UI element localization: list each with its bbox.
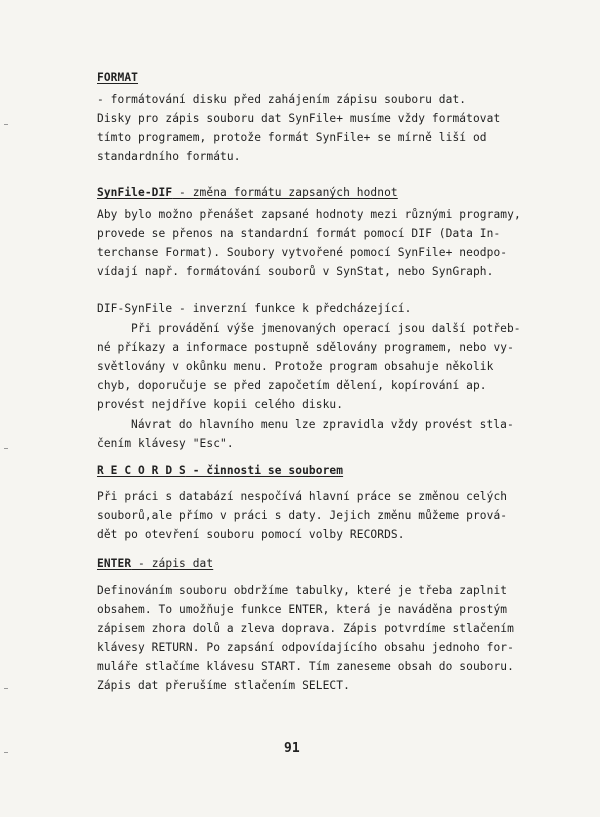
text-line: vídají např. formátování souborů v SynStat, nebo SynGraph. [97,265,494,278]
text-line: světlovány v okůnku menu. Protože program obsahuje několik [97,360,494,373]
text-line: provede se přenos na standardní formát pomocí DIF (Data In- [97,227,501,240]
heading-description: - změna formátu zapsaných hodnot [172,186,398,199]
scan-mark [4,688,8,689]
text-line: terchanse Format). Soubory vytvořené pomocí SynFile+ neodpo- [97,246,508,259]
text-line: čením klávesy "Esc". [97,437,234,450]
text-line: Definováním souboru obdržíme tabulky, které je třeba zaplnit [97,584,508,597]
text-line: - formátování disku před zahájením zápisu souboru dat. [97,93,467,106]
text-line: né příkazy a informace postupně sdělovány programem, nebo vy- [97,341,514,354]
text-line: Aby bylo možno přenášet zapsané hodnoty mezi různými programy, [97,208,521,221]
text-line: dět po otevření souboru pomocí volby RECORDS. [97,528,405,541]
scan-mark [4,752,8,753]
text-line: Zápis dat přerušíme stlačením SELECT. [97,679,350,692]
page-number: 91 [284,741,300,756]
section-heading-enter [97,557,213,571]
text-line: chyb, doporučuje se před započetím dělení, kopírování ap. [97,379,487,392]
text-line: muláře stlačíme klávesu START. Tím zaneseme obsah do souboru. [97,660,514,673]
heading-keyword: ENTER [97,557,132,570]
heading-keyword: R E C O R D S [97,464,186,477]
section-heading-synfile-dif [97,186,398,200]
scan-mark [4,448,8,449]
text-line: klávesy RETURN. Po zapsání odpovídajícího obsahu jednoho for- [97,641,514,654]
section-heading-records [97,464,343,478]
text-line: zápisem zhora dolů a zleva doprava. Zápis potvrdíme stlačením [97,622,514,635]
text-line: provést nejdříve kopii celého disku. [97,398,344,411]
heading-description: - činnosti se souborem [185,464,344,477]
text-line: standardního formátu. [97,150,241,163]
text-line: souborů,ale přímo v práci s daty. Jejich změnu můžeme prová- [97,509,508,522]
section-heading-format: FORMAT [97,71,139,84]
text-line: Při provádění výše jmenovaných operací jsou další potřeb- [131,322,521,335]
text-line: Při práci s databází nespočívá hlavní práce se změnou celých [97,490,508,503]
scan-mark [4,124,8,125]
heading-description: - zápis dat [131,557,214,570]
section-heading-dif-synfile: DIF-SynFile - inverzní funkce k předcházející. [97,302,412,315]
text-line: Návrat do hlavního menu lze zpravidla vždy provést stla- [131,418,514,431]
heading-keyword: SynFile-DIF [97,186,173,199]
text-line: obsahem. To umožňuje funkce ENTER, která je naváděna prostým [97,603,508,616]
text-line: tímto programem, protože formát SynFile+ se mírně liší od [97,131,487,144]
text-line: Disky pro zápis souboru dat SynFile+ musíme vždy formátovat [97,112,501,125]
